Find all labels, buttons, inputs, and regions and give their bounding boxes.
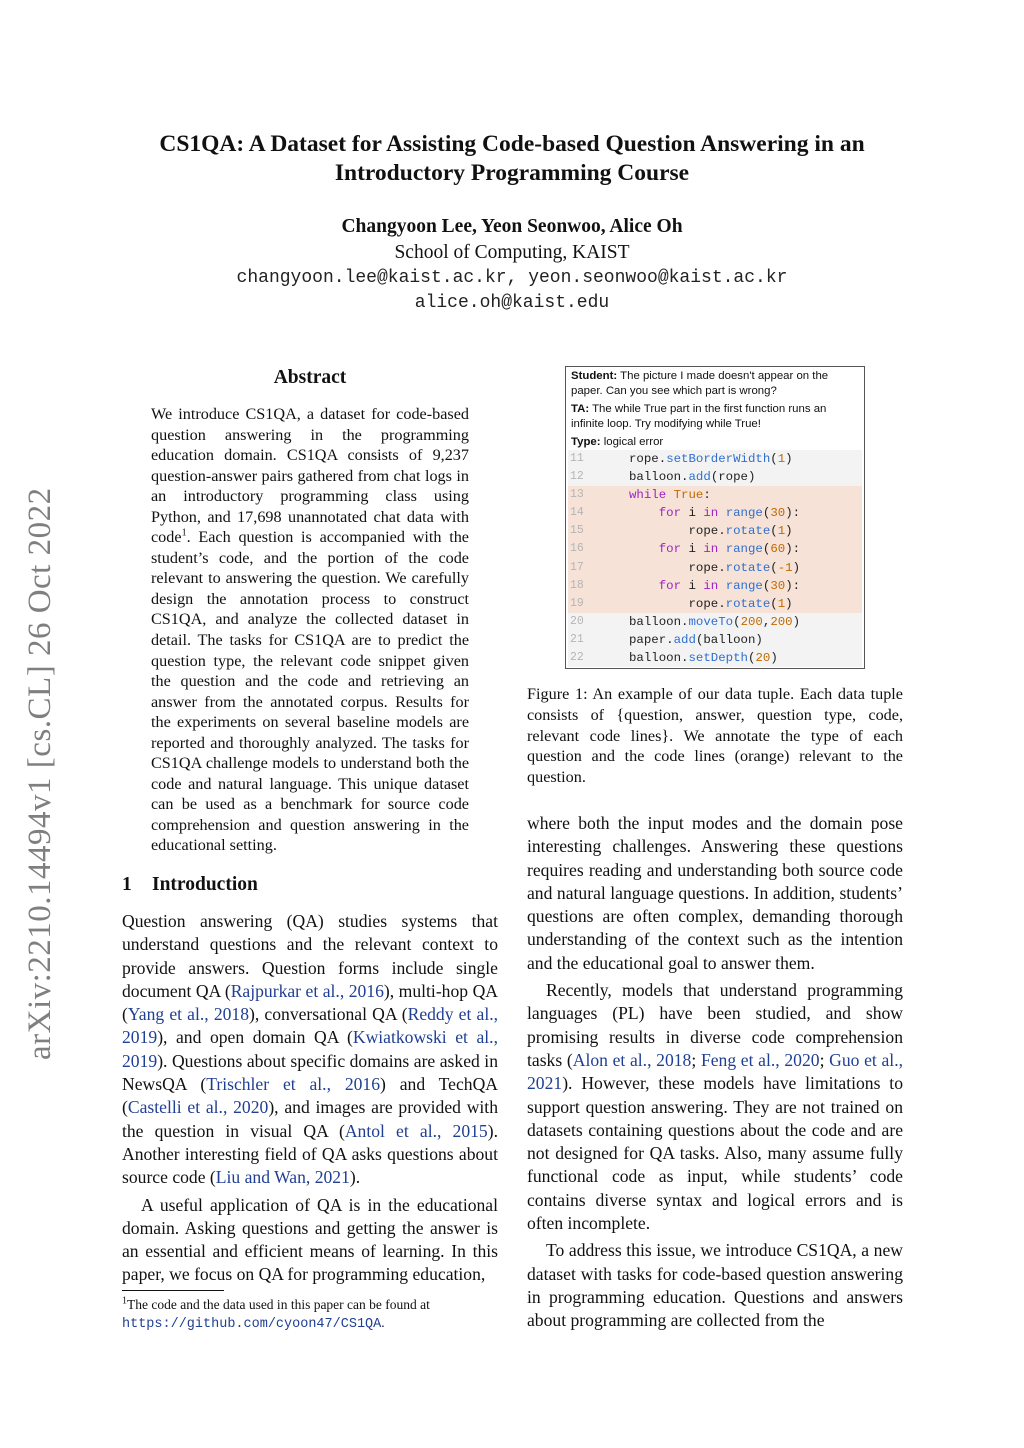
- code-text: rope.rotate(1): [629, 596, 793, 611]
- citation-link[interactable]: Feng et al., 2020: [700, 1049, 820, 1070]
- right-paragraph-3: To address this issue, we introduce CS1QA, a new dataset with tasks for code-based question answering in programming education. Questions and answers about programming are collected from the: [527, 1240, 903, 1331]
- line-number: 11: [570, 452, 584, 465]
- code-line: [568, 649, 862, 667]
- citation-link[interactable]: Alon et al., 2018: [572, 1049, 692, 1070]
- question-type: Type: logical error: [571, 435, 664, 448]
- citation-link[interactable]: Liu and Wan, 2021: [215, 1167, 350, 1188]
- email-line-1: changyoon.lee@kaist.ac.kr, yeon.seonwoo@kaist.ac.kr: [236, 268, 788, 288]
- code-snippet: [568, 450, 862, 667]
- code-line-relevant: [568, 504, 862, 522]
- footnote-url-link[interactable]: https://github.com/cyoon47/CS1QA: [122, 1317, 382, 1332]
- intro-paragraph-1: Question answering (QA) studies systems that understand questions and the relevant context to provide answers. Question forms include single document QA (Rajpurkar et al., 2016), multi-hop QA (Yang et al., 2018), conversational QA (Reddy et al., 2019), and open domain QA (Kwiatkowski et al., 2019). Questions about specific domains are asked in NewsQA (Trischler et al., 2016) and TechQA (Castelli et al., 2020), and images are provided with the question in visual QA (Antol et al., 2015). Another interesting field of QA asks questions about source code (Liu and Wan, 2021).: [122, 911, 499, 1188]
- line-number: 21: [570, 632, 584, 646]
- code-text: balloon.setDepth(20): [629, 651, 778, 666]
- code-line-relevant: [568, 577, 862, 595]
- code-text: paper.add(balloon): [629, 632, 763, 647]
- figure-caption: Figure 1: An example of our data tuple. Each data tuple consists of {question, answer, question type, code, relevant code lines}. We annotate the type of each question and the code lines (orange) relevant to the question.: [527, 685, 903, 787]
- code-line: [568, 631, 862, 649]
- citation-link[interactable]: Reddy et al., 2019: [122, 1004, 499, 1048]
- code-line-relevant: [568, 486, 862, 504]
- code-text: rope.setBorderWidth(1): [629, 452, 793, 466]
- code-line-relevant: [568, 540, 862, 558]
- code-text: for i in range(30):: [658, 506, 801, 521]
- section-number: 1: [122, 874, 132, 895]
- affiliation: School of Computing, KAIST: [394, 242, 630, 263]
- code-line: [568, 450, 862, 468]
- authors: Changyoon Lee, Yeon Seonwoo, Alice Oh: [341, 216, 683, 237]
- footnote-mark[interactable]: 1: [181, 527, 187, 539]
- line-number: 15: [570, 524, 584, 538]
- code-text: for i in range(60):: [658, 542, 801, 557]
- citation-link[interactable]: Yang et al., 2018: [127, 1004, 250, 1025]
- line-number: 12: [570, 470, 584, 484]
- code-line-relevant: [568, 595, 862, 613]
- line-number: 16: [570, 542, 584, 556]
- line-number: 22: [570, 651, 584, 665]
- student-question: Student: The picture I made doesn't appear on the paper. Can you see which part is wrong?: [571, 370, 829, 398]
- right-paragraph-1: where both the input modes and the domain pose interesting challenges. Answering these questions requires reading and understanding both source code and natural language questions. In addition, students’ questions are often complex, demanding thorough understanding of the context such as the intention and the educational goal to answer them.: [527, 813, 903, 973]
- line-number: 20: [570, 614, 584, 628]
- right-column-body: [527, 812, 903, 1333]
- citation-link[interactable]: Rajpurkar et al., 2016: [230, 980, 384, 1001]
- abstract-text: We introduce CS1QA, a dataset for code-based question answering in the programming education domain. CS1QA consists of 9,237 question-answer pairs gathered from chat logs in an introductory programming class using Python, and 17,698 unannotated chat data with code$^1$. Each question is accompanied with the student’s code, and the portion of the code relevant to answering the question. We carefully design the annotation process to construct CS1QA, and analyze the collected dataset in detail. The tasks for CS1QA are to predict the question type, the relevant code snippet given the question and the code and retrieving an answer from the annotated corpus. Results for the experiments on several baseline models are reported and thoroughly analyzed. The tasks for CS1QA challenge models to understand both the code and natural language. This unique dataset can be used as a benchmark for source code comprehension and question answering in the educational setting.: [151, 405, 469, 855]
- line-number: 18: [570, 578, 584, 592]
- line-number: 14: [570, 506, 584, 520]
- intro-paragraph-2: A useful application of QA is in the educational domain. Asking questions and getting the answer is an essential and efficient means of learning. In this paper, we focus on QA for programming education,: [122, 1194, 498, 1285]
- footnote-rule: [122, 1290, 224, 1291]
- section-title: Introduction: [152, 874, 258, 895]
- code-text: rope.rotate(1): [629, 524, 793, 539]
- citation-link[interactable]: Kwiatkowski et al., 2019: [122, 1027, 498, 1071]
- title-line-2: Introductory Programming Course: [334, 160, 690, 186]
- figure-dialogue: [571, 369, 859, 452]
- line-number: 13: [570, 488, 584, 502]
- citation-link[interactable]: Castelli et al., 2020: [127, 1097, 269, 1118]
- code-text: balloon.moveTo(200,200): [629, 614, 801, 629]
- citation-link[interactable]: Guo et al., 2021: [527, 1049, 903, 1094]
- arxiv-identifier: arXiv:2210.14494v1 [cs.CL] 26 Oct 2022: [22, 487, 58, 1060]
- line-number: 17: [570, 560, 584, 574]
- code-text: while True:: [629, 488, 711, 503]
- footnote: $^1$The code and the data used in this paper can be found at https://github.com/cyoon47/CS1QA.: [122, 1295, 430, 1332]
- email-line-2: alice.oh@kaist.edu: [414, 293, 610, 313]
- code-line-relevant: [568, 559, 862, 577]
- section-heading: [122, 874, 258, 896]
- code-line-relevant: [568, 522, 862, 540]
- citation-link[interactable]: Trischler et al., 2016: [206, 1074, 381, 1095]
- paper-title: [100, 130, 924, 188]
- code-line: [568, 613, 862, 631]
- code-text: balloon.add(rope): [629, 470, 756, 485]
- code-line: [568, 468, 862, 486]
- ta-answer: TA: The while True part in the first function runs an infinite loop. Try modifying while True!: [571, 402, 827, 431]
- title-line-1: CS1QA: A Dataset for Assisting Code-based Question Answering in an: [159, 131, 865, 157]
- line-number: 19: [570, 596, 584, 610]
- right-paragraph-2: Recently, models that understand programming languages (PL) have been studied, and show promising results in diverse code comprehension tasks (Alon et al., 2018; Feng et al., 2020; Guo et al., 2021). However, these models have limitations to support question answering. They are not trained on datasets containing questions about the code and are not designed for QA tasks. Also, many assume fully functional code as input, while students’ code contains diverse syntax and logical errors and is often incomplete.: [527, 980, 903, 1234]
- figure-1: [565, 366, 865, 669]
- code-text: rope.rotate(-1): [629, 560, 801, 575]
- citation-link[interactable]: Antol et al., 2015: [344, 1120, 488, 1141]
- abstract-heading: Abstract: [273, 367, 347, 388]
- code-text: for i in range(30):: [658, 578, 801, 593]
- left-column-body: [122, 910, 498, 1287]
